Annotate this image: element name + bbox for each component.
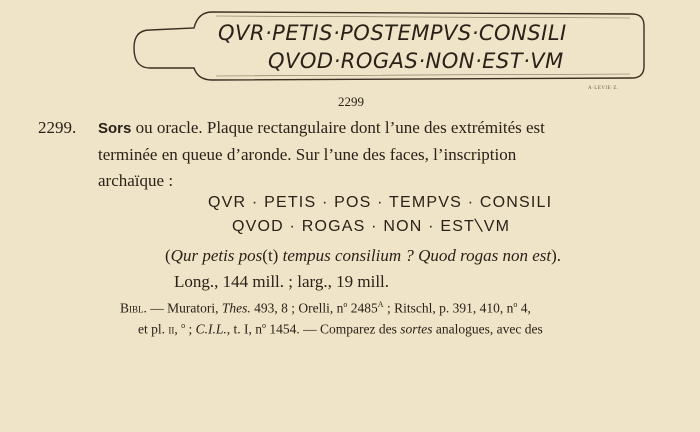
inscription-line-2-start: QVOD · ROGAS · NON · EST xyxy=(232,218,476,235)
engraver-signature: A·LEVIE·Z. xyxy=(588,86,619,91)
latin-transcription: (Qur petis pos(t) tempus consilium ? Quod rogas non est). xyxy=(165,246,562,265)
bibliography-line-1: Bibl. — Muratori, Thes. 493, 8 ; Orelli, $n^o$ $2485^A$ ; Ritschl, p. 391, 410, $n^o$ 4, xyxy=(120,300,531,316)
plaque-line-1: QVR·PETIS·POSTEMPVS·CONSILI xyxy=(218,21,567,45)
plaque-illustration xyxy=(132,8,652,84)
entry-first-line xyxy=(98,118,545,138)
plaque-line-2: QVOD·ROGAS·NON·EST·VM xyxy=(268,49,564,73)
entry-title: Sors xyxy=(98,120,132,137)
inscription-line-2 xyxy=(232,215,511,238)
inscription-line-1: QVR · PETIS · POS · TEMPVS · CONSILI xyxy=(208,194,553,211)
bibliography-label: Bibl. xyxy=(120,300,147,316)
dimensions: Long., 144 mill. ; larg., 19 mill. xyxy=(174,272,390,291)
entry-description-3: archaïque : xyxy=(98,171,174,190)
entry-description-2: terminée en queue d’aronde. Sur l’une des faces, l’inscription xyxy=(98,145,517,164)
bibliography-line-2: et pl. ii, $^o$ ; C.I.L., t. I, $n^o$ 1454. — Comparez des sortes analogues, avec des xyxy=(138,321,543,337)
figure-number: 2299 xyxy=(338,94,364,109)
entry-number: 2299. xyxy=(38,118,77,137)
inverted-v-glyph: \ xyxy=(473,215,486,238)
entry-description-1: ou oracle. Plaque rectangulaire dont l’une des extrémités est xyxy=(131,118,545,137)
inscription-line-2-end: VM xyxy=(483,218,511,235)
